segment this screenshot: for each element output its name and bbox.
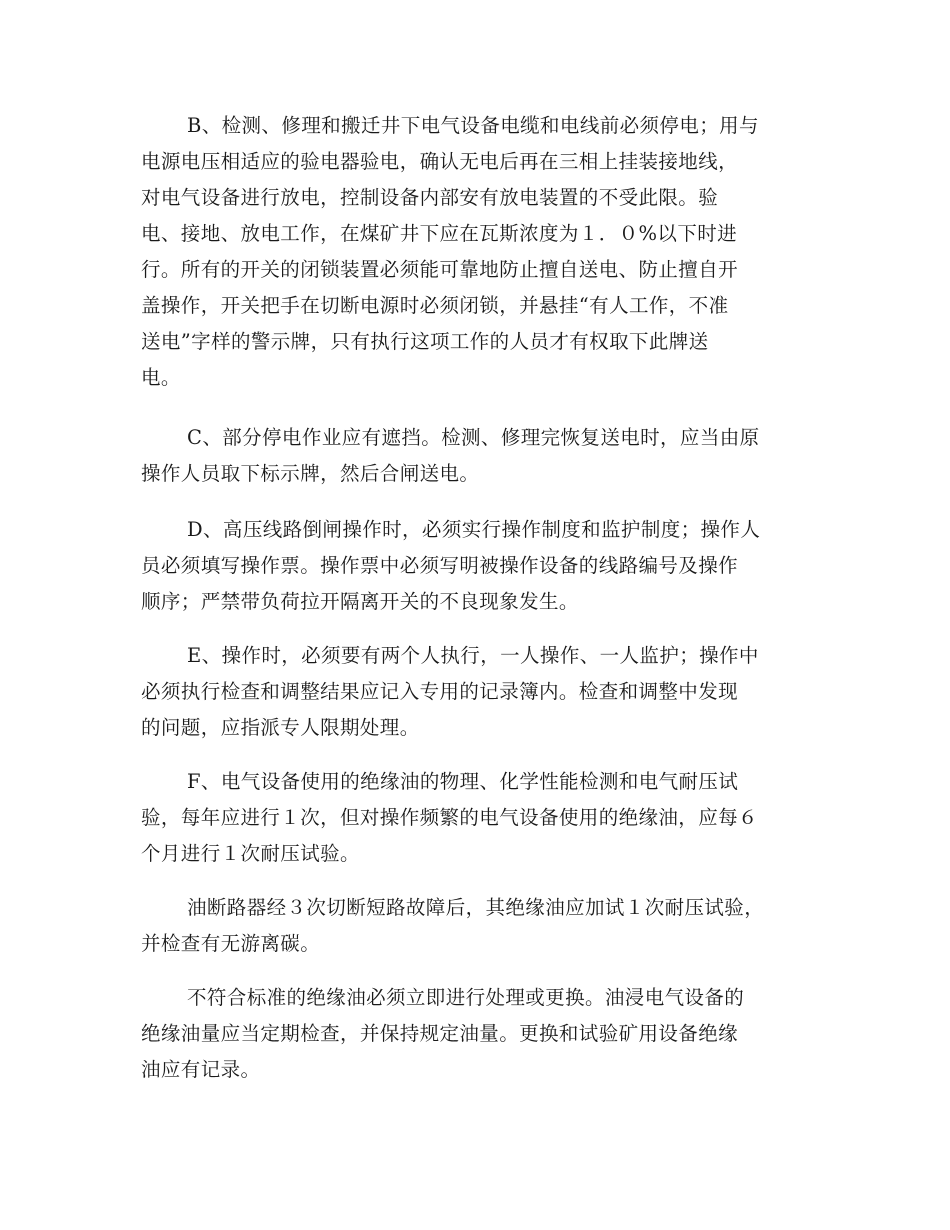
paragraph-b-line-3: 对电气设备进行放电，控制设备内部安有放电装置的不受此限。验	[141, 186, 719, 209]
paragraph-d-line-3: 顺序；严禁带负荷拉开隔离开关的不良现象发生。	[141, 590, 579, 613]
paragraph-b-line-2: 电源电压相适应的验电器验电，确认无电后再在三相上挂装接地线，	[141, 150, 739, 173]
paragraph-c-line-1: C、部分停电作业应有遮挡。检测、修理完恢复送电时，应当由原	[187, 426, 760, 449]
paragraph-b-line-7: 送电”字样的警示牌，只有执行这项工作的人员才有权取下此牌送	[141, 330, 709, 353]
paragraph-g-line-1: 油断路器经３次切断短路故障后，其绝缘油应加试１次耐压试验，	[187, 896, 765, 919]
paragraph-c-line-2: 操作人员取下标示牌，然后合闸送电。	[141, 462, 480, 485]
paragraph-d-line-2: 员必须填写操作票。操作票中必须写明被操作设备的线路编号及操作	[141, 554, 739, 577]
paragraph-b-line-8: 电。	[141, 366, 181, 389]
paragraph-e-line-3: 的问题，应指派专人限期处理。	[141, 716, 420, 739]
paragraph-b-line-1: B、检测、修理和搬迁井下电气设备电缆和电线前必须停电；用与	[187, 114, 759, 137]
paragraph-f-line-2: 验，每年应进行１次，但对操作频繁的电气设备使用的绝缘油，应每６	[141, 806, 758, 829]
paragraph-d-line-1: D、高压线路倒闸操作时，必须实行操作制度和监护制度；操作人	[187, 518, 761, 541]
paragraph-e-line-2: 必须执行检查和调整结果应记入专用的记录簿内。检查和调整中发现	[141, 680, 739, 703]
paragraph-b-line-6: 盖操作，开关把手在切断电源时必须闭锁，并悬挂“有人工作，不准	[141, 294, 729, 317]
paragraph-h-line-1: 不符合标准的绝缘油必须立即进行处理或更换。油浸电气设备的	[187, 986, 745, 1009]
paragraph-b-line-5: 行。所有的开关的闭锁装置必须能可靠地防止擅自送电、防止擅自开	[141, 258, 739, 281]
paragraph-g-line-2: 并检查有无游离碳。	[141, 932, 321, 955]
paragraph-h-line-3: 油应有记录。	[141, 1058, 261, 1081]
paragraph-h-line-2: 绝缘油量应当定期检查，并保持规定油量。更换和试验矿用设备绝缘	[141, 1022, 739, 1045]
paragraph-b-line-4: 电、接地、放电工作，在煤矿井下应在瓦斯浓度为１．０%以下时进	[141, 222, 738, 245]
paragraph-f-line-1: F、电气设备使用的绝缘油的物理、化学性能检测和电气耐压试	[187, 770, 739, 793]
paragraph-f-line-3: 个月进行１次耐压试验。	[141, 842, 360, 865]
paragraph-e-line-1: E、操作时，必须要有两个人执行，一人操作、一人监护；操作中	[187, 644, 759, 667]
